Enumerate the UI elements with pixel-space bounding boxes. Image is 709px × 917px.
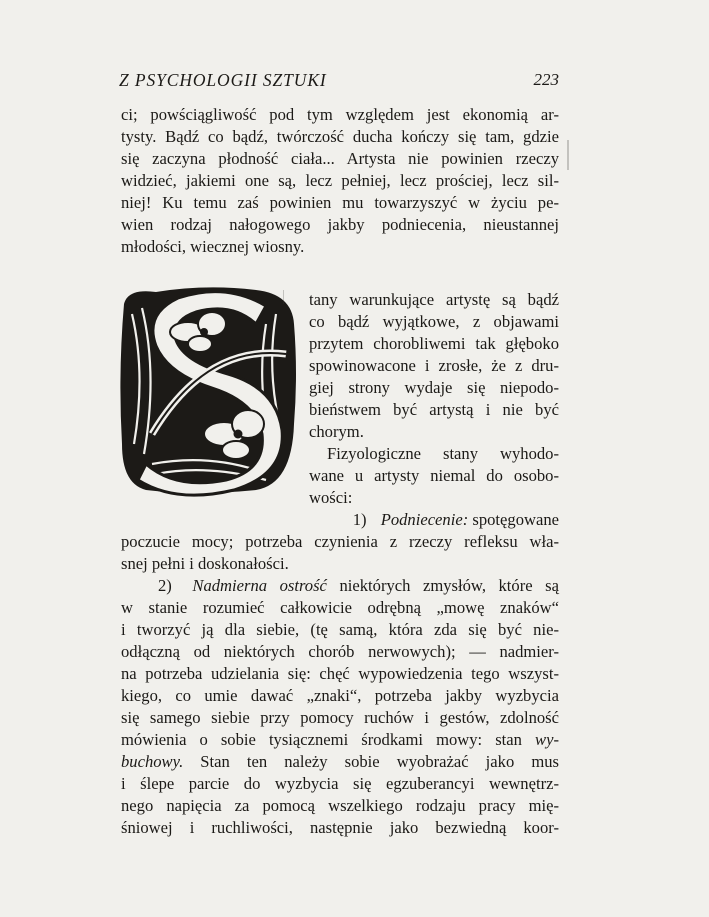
emphasis-term: Podniecenie: bbox=[380, 510, 469, 529]
text-line: nego napięcia za pomocą wszelkiego rodzaju pracy mię- bbox=[121, 796, 559, 815]
text-line: tysty. Bądź co bądź, twórczość ducha kończy się tam, gdzie bbox=[121, 127, 559, 146]
text-line: widzieć, jakiemi one są, lecz pełniej, lecz prościej, lecz sil- bbox=[121, 171, 559, 190]
text-line: i tworzyć ją dla siebie, (tę samą, która zda się być nie- bbox=[121, 620, 559, 639]
text-line: bieństwem być artystą i nie być bbox=[309, 400, 559, 419]
ornamental-initial-s bbox=[116, 284, 302, 500]
text-line: młodości, wiecznej wiosny. bbox=[121, 237, 305, 256]
page-number: 223 bbox=[533, 70, 559, 89]
text-line: spowinowacone i zrosłe, że z dru- bbox=[309, 356, 559, 375]
text-line: wien rodzaj nałogowego jakby podniecenia, nieustannej bbox=[121, 215, 559, 234]
list-item-heading bbox=[158, 575, 559, 597]
text-line: tany warunkujące artystę są bądź bbox=[309, 290, 559, 309]
text-line: odłączną od niektórych chorób nerwowych); — nadmier- bbox=[121, 642, 559, 661]
text-line: wane u artysty niemal do osobo- bbox=[309, 466, 559, 485]
text-line: śniowej i ruchliwości, następnie jako bezwiedną koor- bbox=[121, 818, 559, 837]
text-fragment: Stan ten należy sobie wyobrażać jako mus bbox=[183, 752, 559, 771]
text-line: w stanie rozumieć całkowicie odrębną „mowę znaków“ bbox=[121, 598, 559, 617]
text-line bbox=[121, 751, 559, 773]
list-number: 2) bbox=[158, 576, 172, 595]
emphasis-term: Nadmierna ostrość bbox=[192, 576, 327, 595]
page-mark bbox=[283, 290, 284, 304]
text-line: Fizyologiczne stany wyhodo- bbox=[327, 444, 559, 463]
text-line: giej strony wydaje się niepodo- bbox=[309, 378, 559, 397]
text-line: przytem chorobliwemi tak głęboko bbox=[309, 334, 559, 353]
text-line bbox=[121, 729, 559, 751]
text-line: się zaczyna płodność ciała... Artysta nie powinien rzeczy bbox=[121, 149, 559, 168]
page-mark bbox=[567, 140, 569, 170]
text-fragment: mówienia o sobie tysiącznemi środkami mowy: stan bbox=[121, 730, 522, 749]
list-item-heading bbox=[327, 509, 559, 531]
text-line: chorym. bbox=[309, 422, 364, 441]
text-line: co bądź wyjątkowe, z objawami bbox=[309, 312, 559, 331]
running-title: Z PSYCHOLOGII SZTUKI bbox=[119, 70, 327, 90]
text-fragment: spotęgowane bbox=[468, 510, 559, 529]
text-line: i ślepe parcie do wyzbycia się egzuberancyi wewnętrz- bbox=[121, 774, 559, 793]
text-line: się samego siebie przy pomocy ruchów i gestów, zdolność bbox=[121, 708, 559, 727]
emphasis-term: buchowy. bbox=[121, 752, 184, 771]
text-line: na potrzeba udzielania się: chęć wypowiedzenia tego wszyst- bbox=[121, 664, 559, 683]
page-header bbox=[119, 70, 559, 96]
text-line: kiego, co umie dawać „znaki“, potrzeba jakby wyzbycia bbox=[121, 686, 559, 705]
text-line: wości: bbox=[309, 488, 353, 507]
list-number: 1) bbox=[352, 510, 367, 529]
emphasis-term: wy- bbox=[535, 730, 559, 749]
text-line: ci; powściągliwość pod tym względem jest ekonomią ar- bbox=[121, 105, 559, 124]
text-line: snej pełni i doskonałości. bbox=[121, 554, 289, 573]
text-fragment: niektórych zmysłów, które są bbox=[326, 576, 559, 595]
text-line: poczucie mocy; potrzeba czynienia z rzeczy refleksu wła- bbox=[121, 532, 559, 551]
text-line: niej! Ku temu zaś powinien mu towarzyszyć w życiu pe- bbox=[121, 193, 559, 212]
